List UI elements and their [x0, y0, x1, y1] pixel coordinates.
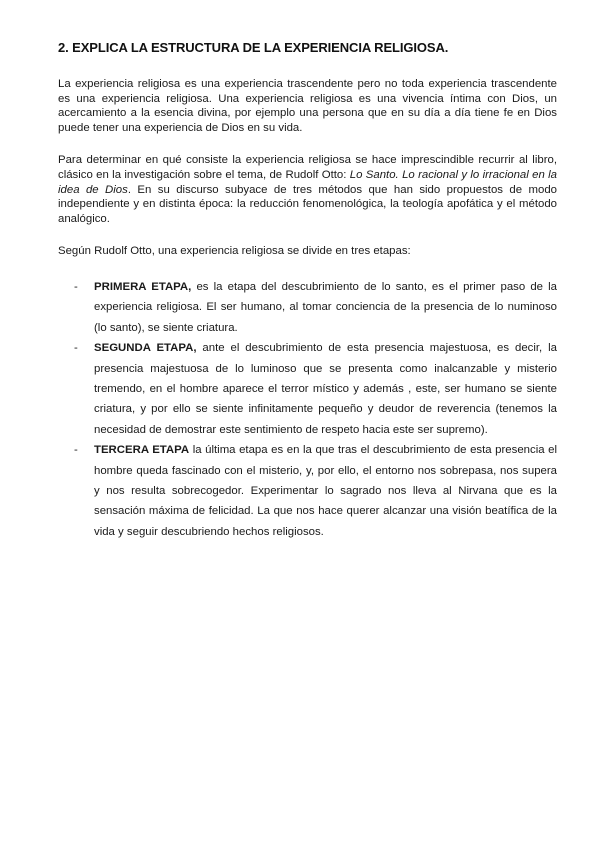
- paragraph-stages-intro: Según Rudolf Otto, una experiencia religiosa se divide en tres etapas:: [58, 245, 411, 258]
- section-heading: 2. EXPLICA LA ESTRUCTURA DE LA EXPERIENCIA RELIGIOSA.: [58, 40, 449, 55]
- stage-label: TERCERA ETAPA: [94, 444, 190, 457]
- stage-label: SEGUNDA ETAPA,: [94, 342, 197, 355]
- list-item-tercera-etapa: [58, 440, 557, 542]
- paragraph-rudolf-otto: [58, 153, 557, 226]
- list-dash: -: [74, 444, 78, 457]
- paragraph-text-before: Para determinar en qué consiste la experiencia religiosa se hace imprescindible recurrir al libro, clásico en la investigación sobre el tema, de Rudolf Otto:: [58, 154, 557, 181]
- paragraph-intro: La experiencia religiosa es una experiencia trascendente pero no toda experiencia trascendente es una experiencia religiosa. Una experiencia religiosa es una vivencia íntima con Dios, un acercamiento a la esencia divina, por ejemplo una persona que en su día a día tiene fe en Dios puede tener una experiencia de Dios en su vida.: [58, 78, 557, 134]
- paragraph-text-after: . En su discurso subyace de tres métodos que han sido propuestos de modo independiente y en distinta época: la reducción fenomenológica, la teología apofática y el método analógico.: [58, 183, 557, 225]
- list-item-segunda-etapa: [58, 338, 557, 440]
- list-dash: -: [74, 280, 78, 293]
- stage-text: la última etapa es en la que tras el descubrimiento de esta presencia el hombre queda fascinado con el misterio, y, por ello, el entorno nos sobrepasa, nos supera y nos resulta sobrecogedor. Experimentar lo sagrado nos lleva al Nirvana que es la sensación máxima de felicidad. La que nos hace querer alcanzar una visión beatífica de la vida y seguir descubriendo hechos religiosos.: [94, 444, 557, 538]
- book-title: Lo Santo. Lo racional y lo irracional en la idea de Dios: [58, 168, 557, 196]
- stages-list: [58, 277, 557, 542]
- list-dash: -: [74, 342, 78, 355]
- stage-text: ante el descubrimiento de esta presencia majestuosa, es decir, la presencia majestuosa de lo luminoso que se presenta como inalcanzable y misterio tremendo, en el hombre aparece el terror místico y además , este, ser humano se siente criatura, y por ello se siente infinitamente pequeño y deudor de reverencia (tenemos la necesidad de demostrar este sentimiento de respeto hacia este ser supremo).: [94, 342, 557, 436]
- stage-label: PRIMERA ETAPA,: [94, 280, 192, 293]
- stage-text: es la etapa del descubrimiento de lo santo, es el primer paso de la experiencia religiosa. El ser humano, al tomar conciencia de la presencia de lo numinoso (lo santo), se siente criatura.: [94, 280, 557, 334]
- list-item-primera-etapa: [58, 277, 557, 338]
